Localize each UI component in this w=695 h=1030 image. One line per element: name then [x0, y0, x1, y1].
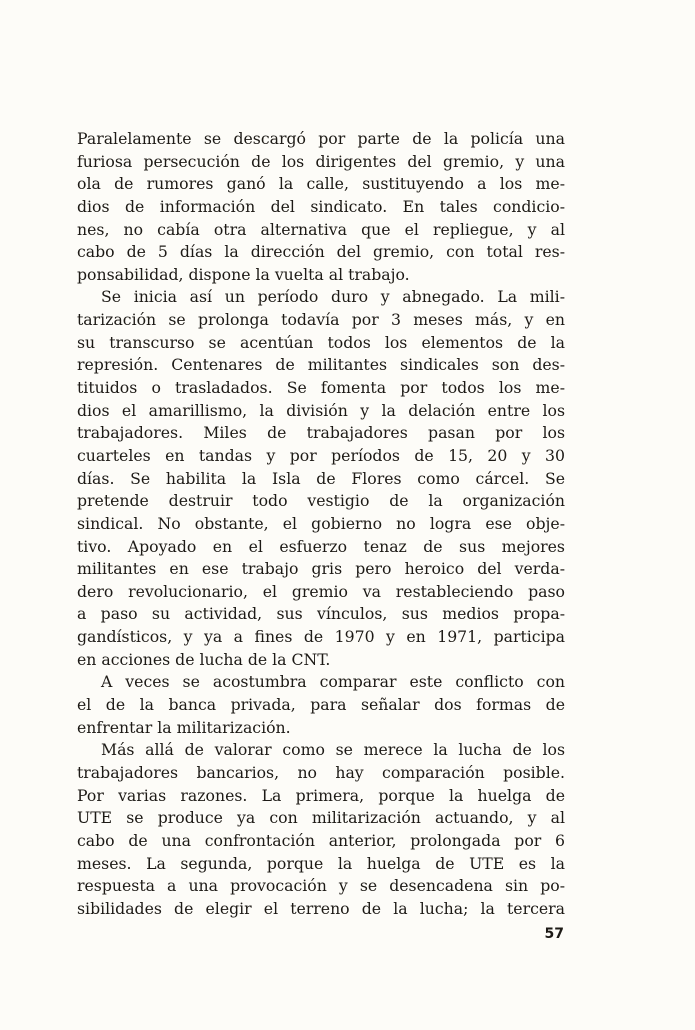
paragraph [77, 128, 565, 286]
text-line: días. Se habilita la Isla de Flores como cárcel. Se [77, 468, 565, 488]
text-line: respuesta a una provocación y se desencadena sin po- [77, 876, 565, 896]
text-line: Se inicia así un período duro y abnegado. La mili- [101, 287, 565, 307]
text-line: cabo de una confrontación anterior, prolongada por 6 [77, 830, 565, 850]
text-line: tituidos o trasladados. Se fomenta por todos los me- [77, 378, 565, 398]
text-line: cuarteles en tandas y por períodos de 15, 20 y 30 [77, 445, 565, 465]
text-line: nes, no cabía otra alternativa que el repliegue, y al [77, 219, 565, 239]
text-line: dios el amarillismo, la división y la delación entre los [77, 400, 565, 420]
text-line: Más allá de valorar como se merece la lucha de los [101, 740, 565, 760]
text-line: el de la banca privada, para señalar dos formas de [77, 695, 565, 715]
text-line: represión. Centenares de militantes sindicales son des- [77, 355, 565, 375]
text-line: meses. La segunda, porque la huelga de UTE es la [77, 853, 565, 873]
page-number: 57 [544, 926, 564, 942]
text-line: a paso su actividad, sus vínculos, sus medios propa- [77, 604, 565, 624]
paragraph [77, 671, 565, 739]
text-line: militantes en ese trabajo gris pero heroico del verda- [77, 559, 565, 579]
text-line: cabo de 5 días la dirección del gremio, con total res- [77, 242, 565, 262]
text-line: furiosa persecución de los dirigentes del gremio, y una [77, 151, 565, 171]
text-line: ponsabilidad, dispone la vuelta al trabajo. [77, 264, 410, 284]
text-line: sindical. No obstante, el gobierno no logra ese obje- [77, 513, 565, 533]
text-line: tivo. Apoyado en el esfuerzo tenaz de sus mejores [77, 536, 565, 556]
text-line: su transcurso se acentúan todos los elementos de la [77, 332, 565, 352]
text-line: A veces se acostumbra comparar este conflicto con [101, 672, 565, 692]
text-line: enfrentar la militarización. [77, 717, 291, 737]
text-line: trabajadores. Miles de trabajadores pasan por los [77, 423, 565, 443]
paragraph [77, 286, 565, 671]
body-text [77, 128, 565, 920]
text-line: Por varias razones. La primera, porque la huelga de [77, 785, 565, 805]
text-line: en acciones de lucha de la CNT. [77, 649, 331, 669]
text-line: ola de rumores ganó la calle, sustituyendo a los me- [77, 174, 565, 194]
text-line: dero revolucionario, el gremio va restableciendo paso [77, 581, 565, 601]
text-line: pretende destruir todo vestigio de la organización [77, 491, 565, 511]
text-line: trabajadores bancarios, no hay comparación posible. [77, 762, 565, 782]
text-line: Paralelamente se descargó por parte de la policía una [77, 129, 565, 148]
paragraph [77, 739, 565, 920]
text-line: UTE se produce ya con militarización actuando, y al [77, 808, 565, 828]
text-line: tarización se prolonga todavía por 3 meses más, y en [77, 310, 565, 330]
text-line: gandísticos, y ya a fines de 1970 y en 1971, participa [77, 627, 565, 647]
text-line: sibilidades de elegir el terreno de la lucha; la tercera [77, 898, 565, 918]
text-line: dios de información del sindicato. En tales condicio- [77, 196, 565, 216]
